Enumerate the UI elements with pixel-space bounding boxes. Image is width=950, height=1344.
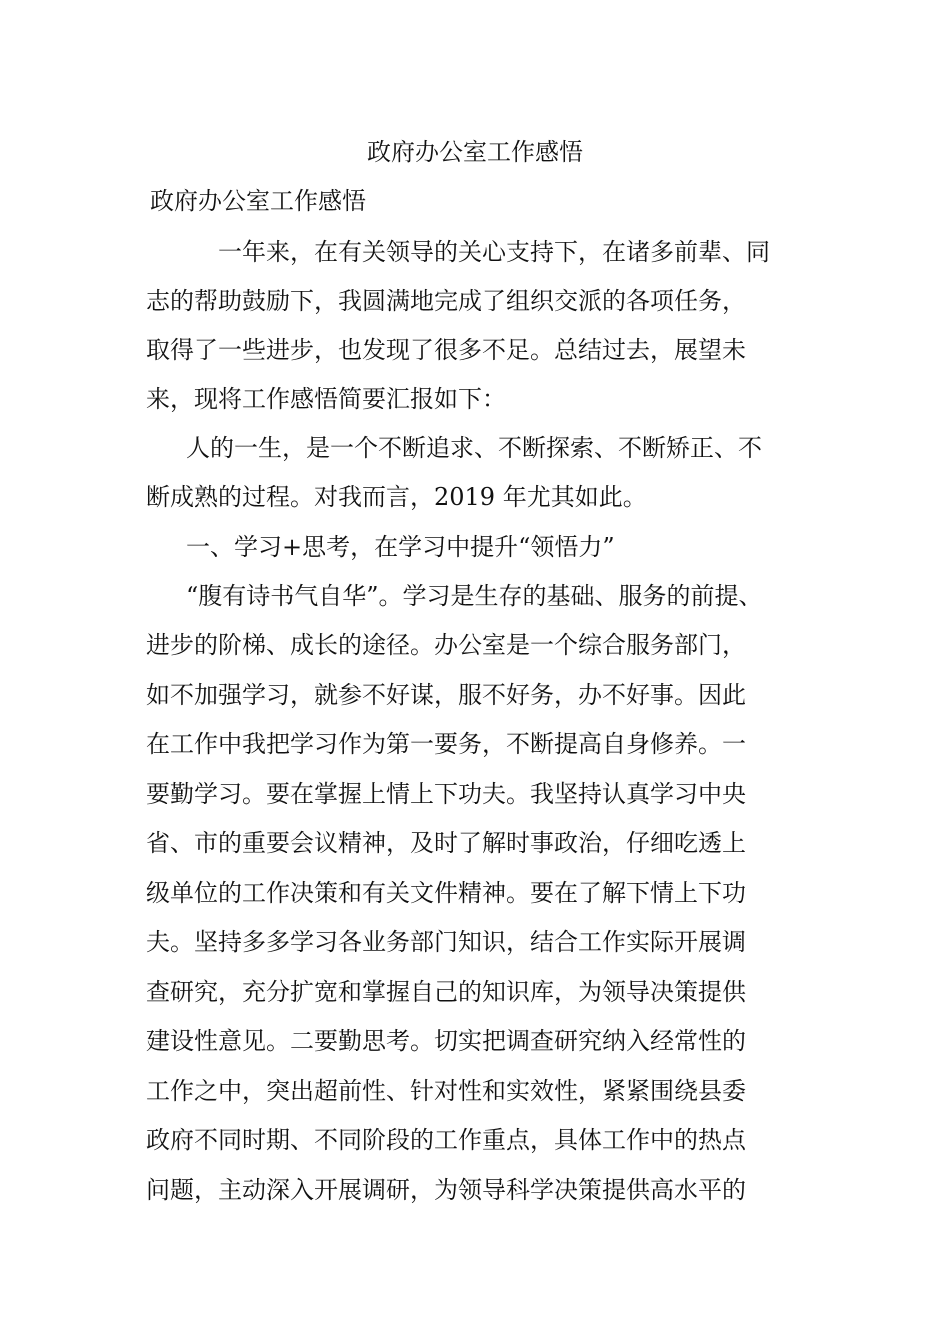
body-line: 省、市的重要会议精神，及时了解时事政治，仔细吃透上 (146, 829, 746, 857)
page-title: 政府办公室工作感悟 (367, 138, 583, 166)
body-line: 取得了一些进步，也发现了很多不足。总结过去，展望未 (146, 336, 746, 364)
section-heading: 一、学习+思考，在学习中提升“领悟力” (186, 533, 615, 561)
body-line: 夫。坚持多多学习各业务部门知识，结合工作实际开展调 (146, 928, 746, 956)
body-line: 级单位的工作决策和有关文件精神。要在了解下情上下功 (146, 879, 746, 907)
body-line: “腹有诗书气自华”。学习是生存的基础、服务的前提、 (186, 582, 763, 610)
body-line: 人的一生，是一个不断追求、不断探索、不断矫正、不 (186, 434, 762, 462)
body-line: 要勤学习。要在掌握上情上下功夫。我坚持认真学习中央 (146, 780, 746, 808)
body-line: 如不加强学习，就参不好谋，服不好务，办不好事。因此 (146, 681, 746, 709)
body-line: 一年来，在有关领导的关心支持下，在诸多前辈、同 (218, 238, 770, 266)
body-line: 问题，主动深入开展调研，为领导科学决策提供高水平的 (146, 1176, 746, 1204)
body-line: 断成熟的过程。对我而言，2019 年尤其如此。 (146, 483, 647, 511)
body-line: 查研究，充分扩宽和掌握自己的知识库，为领导决策提供 (146, 978, 746, 1006)
body-line: 工作之中，突出超前性、针对性和实效性，紧紧围绕县委 (146, 1077, 746, 1105)
body-line: 进步的阶梯、成长的途径。办公室是一个综合服务部门， (146, 631, 746, 659)
body-line: 政府不同时期、不同阶段的工作重点，具体工作中的热点 (146, 1126, 746, 1154)
body-line: 建设性意见。二要勤思考。切实把调查研究纳入经常性的 (146, 1027, 746, 1055)
body-line: 在工作中我把学习作为第一要务，不断提高自身修养。一 (146, 730, 746, 758)
body-line: 志的帮助鼓励下，我圆满地完成了组织交派的各项任务， (146, 287, 746, 315)
document-subtitle: 政府办公室工作感悟 (150, 187, 366, 215)
body-line: 来，现将工作感悟简要汇报如下： (146, 385, 506, 413)
